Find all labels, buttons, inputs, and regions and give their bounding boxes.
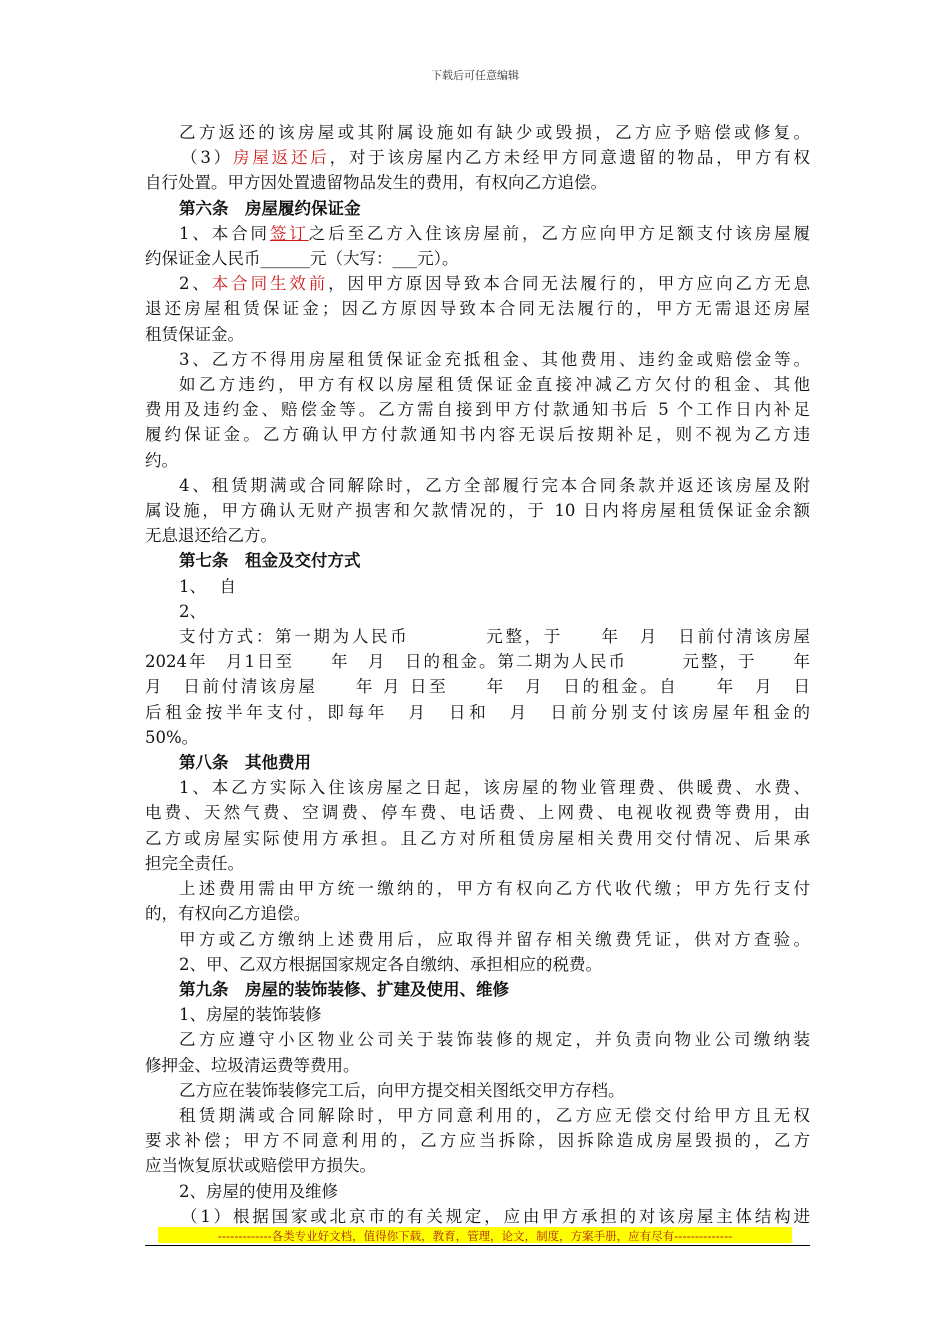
paragraph-line: 如乙方违约，甲方有权以房屋租赁保证金直接冲减乙方欠付的租金、其他 (179, 375, 810, 395)
line-prefix: 1、本合同 (179, 223, 270, 243)
paragraph-line: 的，有权向乙方追偿。 (145, 904, 310, 924)
line-suffix: 之后至乙方入住该房屋前，乙方应向甲方足额支付该房屋履 (308, 223, 810, 243)
line-prefix: 2、 (179, 274, 212, 294)
paragraph-line: 担完全责任。 (145, 853, 244, 873)
paragraph-line: 费用及违约金、赔偿金等。乙方需自接到甲方付款通知书后 5 个工作日内补足 (145, 400, 810, 420)
paragraph-line: 退还房屋租赁保证金；因乙方原因导致本合同无法履行的，甲方无需退还房屋 (145, 299, 810, 319)
paragraph-line: 1、房屋的装饰装修 (179, 1005, 322, 1025)
paragraph-line: 自行处置。甲方因处置遗留物品发生的费用，有权向乙方追偿。 (145, 173, 607, 193)
highlighted-phrase: 房屋返还后 (232, 148, 330, 168)
paragraph-line: 履约保证金。乙方确认甲方付款通知书内容无误后按期补足，则不视为乙方违 (145, 425, 810, 445)
page-header: 下载后可任意编辑 (431, 69, 519, 82)
section-heading: 第六条 房屋履约保证金 (179, 198, 361, 218)
paragraph-line (145, 271, 810, 296)
paragraph-line: 电费、天然气费、空调费、停车费、电话费、上网费、电视收视费等费用，由 (145, 803, 810, 823)
paragraph-line (145, 221, 810, 246)
paragraph-line: 50%。 (145, 727, 199, 747)
section-heading: 第七条 租金及交付方式 (179, 551, 361, 571)
paragraph-line: 约。 (145, 450, 178, 470)
paragraph-line: 月 日前付清该房屋 年 月 日至 年 月 日的租金。自 年 月 日 (145, 677, 810, 697)
paragraph-line: 2、 (179, 601, 206, 621)
paragraph-line: 1、 自 (179, 576, 236, 596)
paragraph-line: 乙方返还的该房屋或其附属设施如有缺少或毁损，乙方应予赔偿或修复。 (179, 123, 810, 142)
footer-divider (145, 1245, 810, 1246)
paragraph-line: 租赁期满或合同解除时，甲方同意利用的，乙方应无偿交付给甲方且无权 (179, 1105, 810, 1125)
paragraph-line: 乙方应在装饰装修完工后，向甲方提交相关图纸交甲方存档。 (179, 1080, 625, 1100)
paragraph-line: 约保证金人民币______元（大写：___元）。 (145, 249, 459, 269)
paragraph-line: 租赁保证金。 (145, 324, 244, 344)
line-prefix: （3） (181, 148, 233, 168)
paragraph-line: （1）根据国家或北京市的有关规定，应由甲方承担的对该房屋主体结构进 (181, 1206, 810, 1226)
line-suffix: ，对于该房屋内乙方未经甲方同意遗留的物品，甲方有权 (329, 148, 810, 168)
paragraph-line: 2、甲、乙双方根据国家规定各自缴纳、承担相应的税费。 (179, 954, 602, 974)
paragraph-line: 属设施，甲方确认无财产损害和欠款情况的，于 10 日内将房屋租赁保证金余额 (145, 501, 810, 521)
paragraph-line: 乙方应遵守小区物业公司关于装饰装修的规定，并负责向物业公司缴纳装 (179, 1030, 810, 1050)
line-suffix: ，因甲方原因导致本合同无法履行的，甲方应向乙方无息 (328, 274, 810, 294)
paragraph-line: 无息退还给乙方。 (145, 526, 277, 546)
paragraph-line: 1、本乙方实际入住该房屋之日起，该房屋的物业管理费、供暖费、水费、 (179, 778, 810, 798)
section-heading: 第九条 房屋的装饰装修、扩建及使用、维修 (179, 979, 509, 999)
highlighted-phrase: 本合同生效前 (211, 274, 329, 294)
paragraph-line: 甲方或乙方缴纳上述费用后，应取得并留存相关缴费凭证，供对方查验。 (179, 929, 810, 949)
document-body (145, 120, 810, 1229)
paragraph-line (145, 145, 810, 170)
section-heading: 第八条 其他费用 (179, 753, 311, 773)
paragraph-line: 修押金、垃圾清运费等费用。 (145, 1055, 360, 1075)
footer-banner: -------------各类专业好文档，值得你下载，教育，管理，论文，制度，方案手册，应有尽有-------------- (217, 1229, 733, 1243)
paragraph-line: 2024年 月1日至 年 月 日的租金。第二期为人民币 元整，于 年 (145, 652, 810, 672)
paragraph-line: 支付方式：第一期为人民币 元整，于 年 月 日前付清该房屋 (179, 627, 810, 647)
paragraph-line: 应当恢复原状或赔偿甲方损失。 (145, 1156, 376, 1176)
paragraph-line: 上述费用需由甲方统一缴纳的，甲方有权向乙方代收代缴；甲方先行支付 (179, 879, 810, 899)
paragraph-line: 后租金按半年支付，即每年 月 日和 月 日前分别支付该房屋年租金的 (145, 702, 810, 722)
paragraph-line: 乙方或房屋实际使用方承担。且乙方对所租赁房屋相关费用交付情况、后果承 (145, 828, 810, 848)
paragraph-line: 4、租赁期满或合同解除时，乙方全部履行完本合同条款并返还该房屋及附 (179, 475, 810, 495)
paragraph-line: 3、乙方不得用房屋租赁保证金充抵租金、其他费用、违约金或赔偿金等。 (179, 349, 810, 369)
highlighted-phrase: 签订 (269, 223, 309, 243)
paragraph-line: 要求补偿；甲方不同意利用的，乙方应当拆除，因拆除造成房屋毁损的，乙方 (145, 1131, 810, 1151)
paragraph-line: 2、房屋的使用及维修 (179, 1181, 338, 1201)
